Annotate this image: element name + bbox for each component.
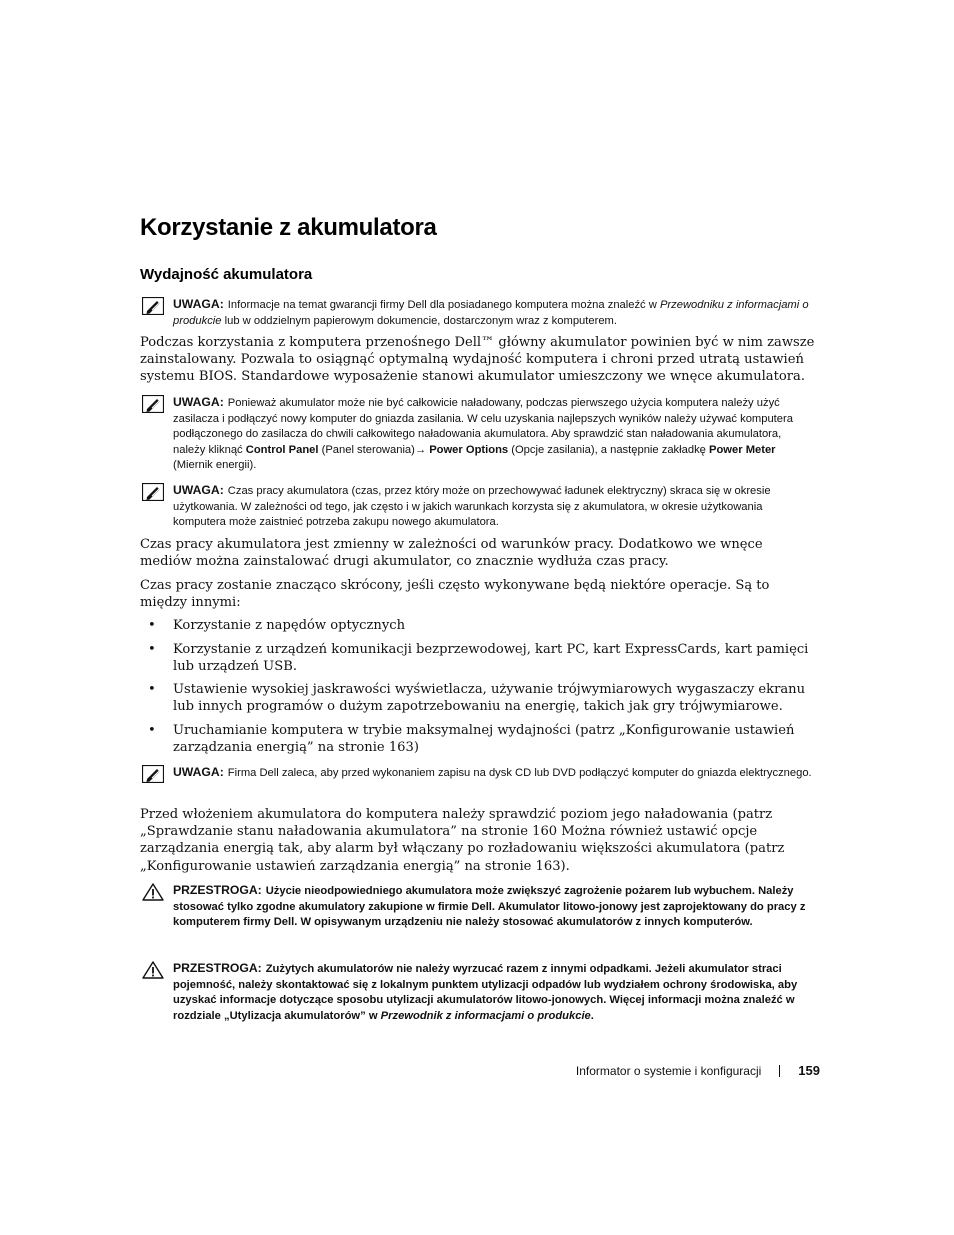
caution-label: PRZESTROGA: xyxy=(173,883,262,897)
list-item: • Korzystanie z urządzeń komunikacji bezprzewodowej, kart PC, kart ExpressCards, kart pamięci lub urządzeń USB. xyxy=(148,642,809,675)
section-heading: Wydajność akumulatora xyxy=(140,266,313,283)
list-item: • Korzystanie z napędów optycznych xyxy=(148,618,406,633)
warning-triangle-icon xyxy=(142,961,164,979)
note-block-charging: UWAGA: Ponieważ akumulator może nie być całkowicie naładowany, podczas pierwszego użycia komputera należy użyć zasilacza i podłączyć nowy komputer do gniazda zasilania. W celu uzyskania najlepszych wyników należy używać komputera podłączonego do zasilacza do chwili całkowitego naładowania akumulatora. Aby sprawdzić stan naładowania akumulatora, należy kliknąć Control Panel (Panel sterowania)→ Power Options (Opcje zasilania), a następnie zakładkę Power Meter (Miernik energii). xyxy=(140,395,812,474)
list-item: • Uruchamianie komputera w trybie maksymalnej wydajności (patrz „Konfigurowanie ustawień zarządzania energią” na stronie 163) xyxy=(148,723,795,756)
note-block-warranty: UWAGA: Informacje na temat gwarancji firmy Dell dla posiadanego komputera można znaleźć w Przewodniku z informacjami o produkcie lub w oddzielnym papierowym dokumencie, dostarczonym wraz z komputerem. xyxy=(140,297,812,329)
page-number: 159 xyxy=(798,1063,820,1078)
footer-section-title: Informator o systemie i konfiguracji xyxy=(575,1064,762,1078)
paragraph-operations: Czas pracy zostanie znacząco skrócony, jeśli często wykonywane będą niektóre operacje. Są to między innymi: xyxy=(140,578,770,611)
caution-label: PRZESTROGA: xyxy=(173,961,262,975)
note-block-lifetime: UWAGA: Czas pracy akumulatora (czas, przez który może on przechowywać ładunek elektryczny) skraca się w okresie użytkowania. W zależności od tego, jak często i w jakich warunkach korzysta się z akumulatora, w okresie użytkowania komputera może zaistnieć potrzeba zakupu nowego akumulatora. xyxy=(140,483,812,531)
note-pencil-icon xyxy=(142,765,164,783)
note-pencil-icon xyxy=(142,395,164,413)
note-label: UWAGA: xyxy=(173,765,224,779)
caution-block-compatible: PRZESTROGA: Użycie nieodpowiedniego akumulatora może zwiększyć zagrożenie pożarem lub wybuchem. Należy stosować tylko zgodne akumulatory zakupione w firmie Dell. Akumulator litowo-jonowy jest zaprojektowany do pracy z komputerem firmy Dell. W opisywanym urządzeniu nie należy stosować akumulatorów z innych komputerów. xyxy=(140,883,812,931)
note-label: UWAGA: xyxy=(173,483,224,497)
paragraph-intro: Podczas korzystania z komputera przenośnego Dell™ główny akumulator powinien być w nim zawsze zainstalowany. Pozwala to osiągnąć optymalną wydajność komputera i chroni przed utratą ustawień systemu BIOS. Standardowe wyposażenie stanowi akumulator umieszczony we wnęce akumulatora. xyxy=(140,335,815,385)
note-pencil-icon xyxy=(142,483,164,501)
caution-block-disposal: PRZESTROGA: Zużytych akumulatorów nie należy wyrzucać razem z innymi odpadkami. Jeżeli akumulator straci pojemność, należy skontaktować się z lokalnym punktem utylizacji odpadów lub wydziałem ochrony środowiska, aby uzyskać informacje dotyczące sposobu utylizacji akumulatorów litowo-jonowych. Więcej informacji można znaleźć w rozdziale „Utylizacja akumulatorów” w Przewodnik z informacjami o produkcie. xyxy=(140,961,812,1024)
note-label: UWAGA: xyxy=(173,297,224,311)
paragraph-before-insert: Przed włożeniem akumulatora do komputera należy sprawdzić poziom jego naładowania (patrz „Sprawdzanie stanu naładowania akumulatora” na stronie 160 Można również ustawić opcje zarządzania energią tak, aby alarm był włączany po rozładowaniu większości akumulatora (patrz „Konfigurowanie ustawień zarządzania energią” na stronie 163). xyxy=(140,807,785,874)
note-block-cd-writing: UWAGA: Firma Dell zaleca, aby przed wykonaniem zapisu na dysk CD lub DVD podłączyć komputer do gniazda elektrycznego. xyxy=(140,765,812,782)
paragraph-runtime: Czas pracy akumulatora jest zmienny w zależności od warunków pracy. Dodatkowo we wnęce mediów można zainstalować drugi akumulator, co znacznie wydłuża czas pracy. xyxy=(140,537,763,570)
page-footer xyxy=(576,1063,820,1078)
footer-divider xyxy=(779,1065,780,1077)
note-label: UWAGA: xyxy=(173,395,224,409)
note-pencil-icon xyxy=(142,297,164,315)
warning-triangle-icon xyxy=(142,883,164,901)
list-item: • Ustawienie wysokiej jaskrawości wyświetlacza, używanie trójwymiarowych wygaszaczy ekranu lub innych programów o dużym zapotrzebowaniu na energię, takich jak gry trójwymiarowe. xyxy=(148,682,806,715)
page-title: Korzystanie z akumulatora xyxy=(140,214,437,241)
